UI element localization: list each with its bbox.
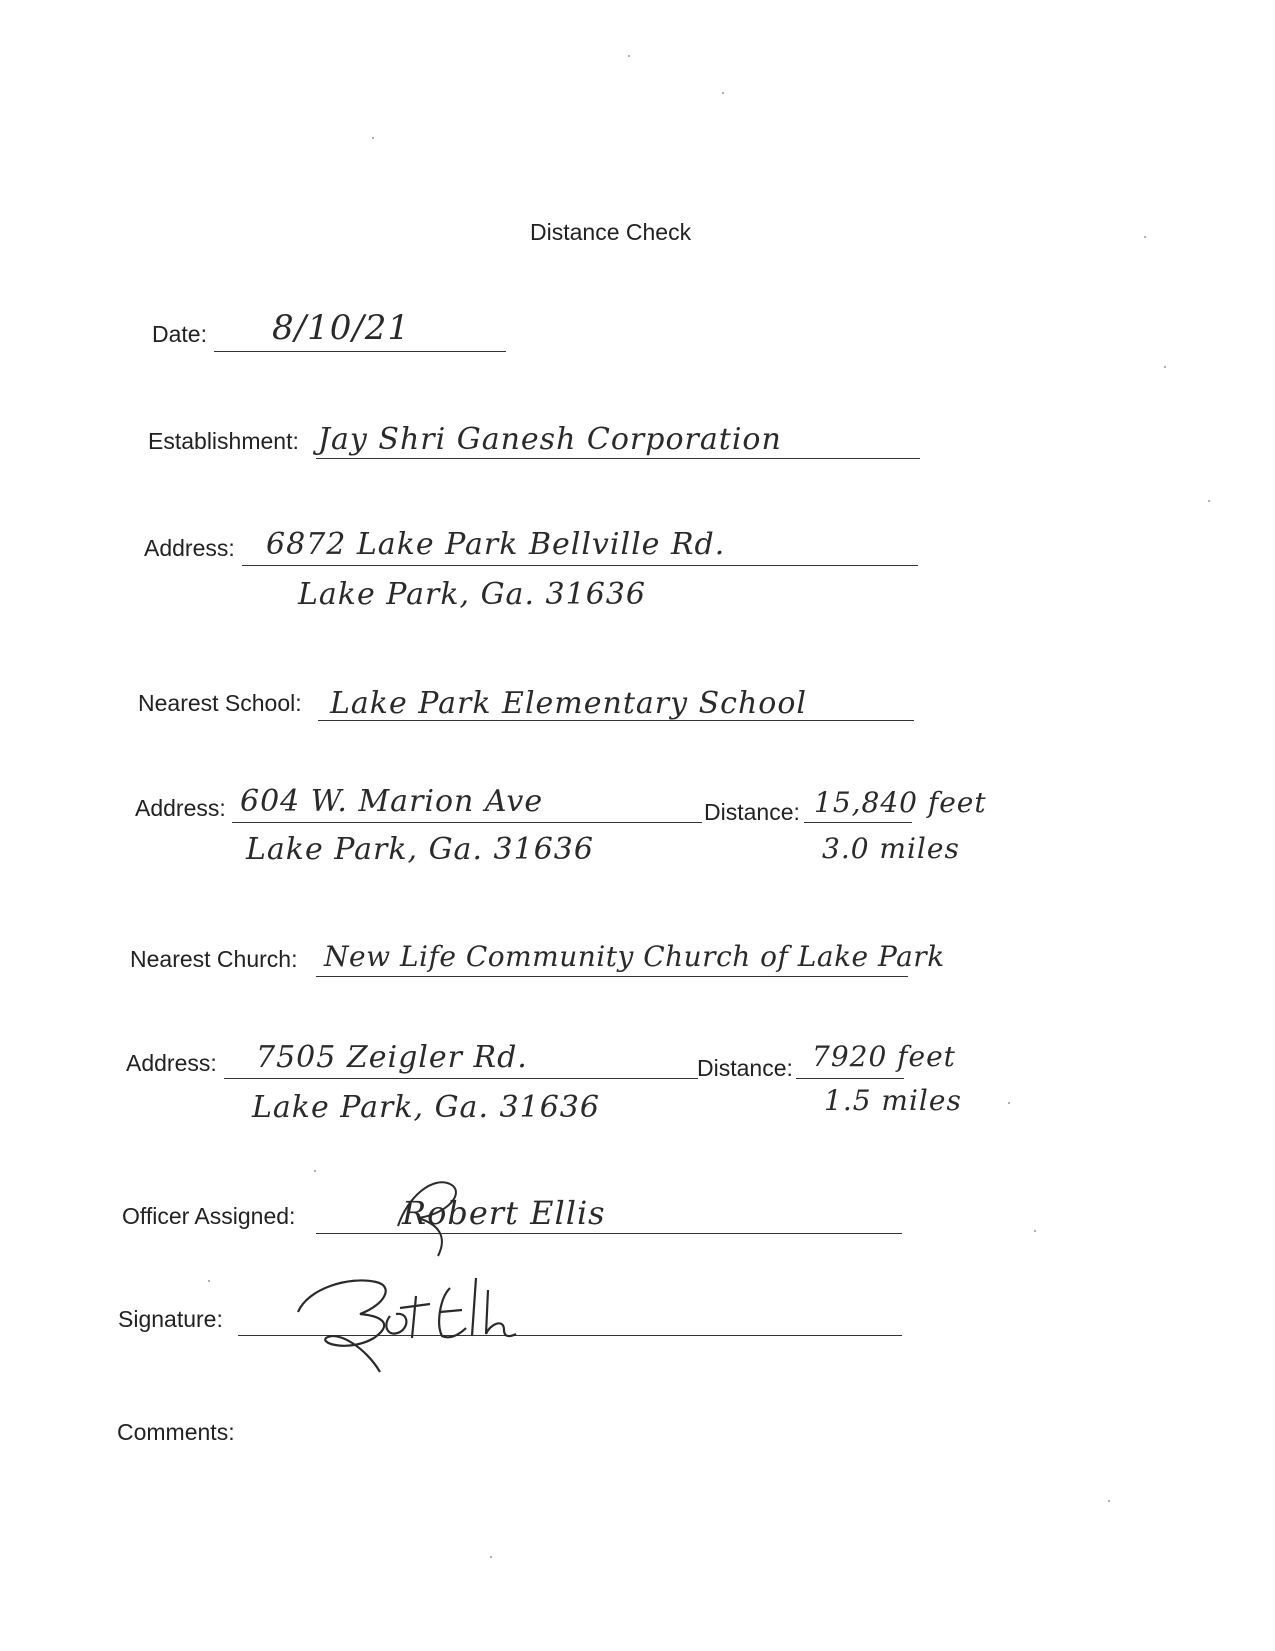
- church-distance-line: [796, 1078, 904, 1079]
- establishment-address-label: Address:: [144, 535, 235, 561]
- church-address-line: [224, 1078, 698, 1079]
- scan-speck: [1034, 1230, 1036, 1232]
- scan-speck: [1008, 1102, 1010, 1104]
- church-distance-feet: 7920 feet: [812, 1040, 956, 1073]
- scan-speck: [372, 137, 374, 139]
- comments-label: Comments:: [117, 1419, 235, 1445]
- officer-assigned-value: Robert Ellis: [402, 1194, 606, 1232]
- church-distance-miles: 1.5 miles: [824, 1084, 962, 1117]
- scan-speck: [1108, 1500, 1110, 1502]
- church-distance-label: Distance:: [697, 1055, 793, 1081]
- church-address-line1: 7505 Zeigler Rd.: [256, 1040, 528, 1075]
- page-title: Distance Check: [530, 219, 692, 245]
- signature-label: Signature:: [118, 1306, 223, 1332]
- scan-speck: [1144, 236, 1146, 238]
- officer-assigned-label: Officer Assigned:: [122, 1203, 296, 1229]
- date-line: [214, 351, 506, 352]
- scan-speck: [1208, 500, 1210, 502]
- school-address-line: [232, 822, 702, 823]
- scan-speck: [208, 1280, 210, 1282]
- school-distance-miles: 3.0 miles: [822, 832, 960, 865]
- establishment-address-line: [242, 565, 918, 566]
- scan-speck: [1164, 366, 1166, 368]
- scan-speck: [490, 1556, 492, 1558]
- establishment-address-line1: 6872 Lake Park Bellville Rd.: [266, 527, 726, 562]
- nearest-church-label: Nearest Church:: [130, 946, 298, 972]
- officer-flourish-icon: [388, 1166, 478, 1266]
- church-address-line2: Lake Park, Ga. 31636: [252, 1090, 600, 1125]
- nearest-school-label: Nearest School:: [138, 690, 302, 716]
- scan-speck: [628, 55, 630, 57]
- nearest-church-value: New Life Community Church of Lake Park: [324, 940, 945, 973]
- nearest-church-line: [316, 976, 908, 977]
- establishment-label: Establishment:: [148, 428, 299, 454]
- school-address-line1: 604 W. Marion Ave: [240, 784, 544, 819]
- school-distance-line: [804, 822, 912, 823]
- school-address-label: Address:: [135, 795, 226, 821]
- establishment-address-line2: Lake Park, Ga. 31636: [298, 577, 646, 612]
- date-label: Date:: [152, 321, 207, 347]
- establishment-line: [316, 458, 920, 459]
- scan-speck: [314, 1170, 316, 1172]
- signature-drawing: [290, 1268, 550, 1388]
- date-value: 8/10/21: [272, 308, 411, 348]
- school-address-line2: Lake Park, Ga. 31636: [246, 832, 594, 867]
- school-distance-feet: 15,840 feet: [814, 786, 987, 819]
- church-address-label: Address:: [126, 1050, 217, 1076]
- establishment-value: Jay Shri Ganesh Corporation: [318, 422, 782, 457]
- school-distance-label: Distance:: [704, 799, 800, 825]
- nearest-school-value: Lake Park Elementary School: [330, 686, 807, 721]
- scan-speck: [722, 92, 724, 94]
